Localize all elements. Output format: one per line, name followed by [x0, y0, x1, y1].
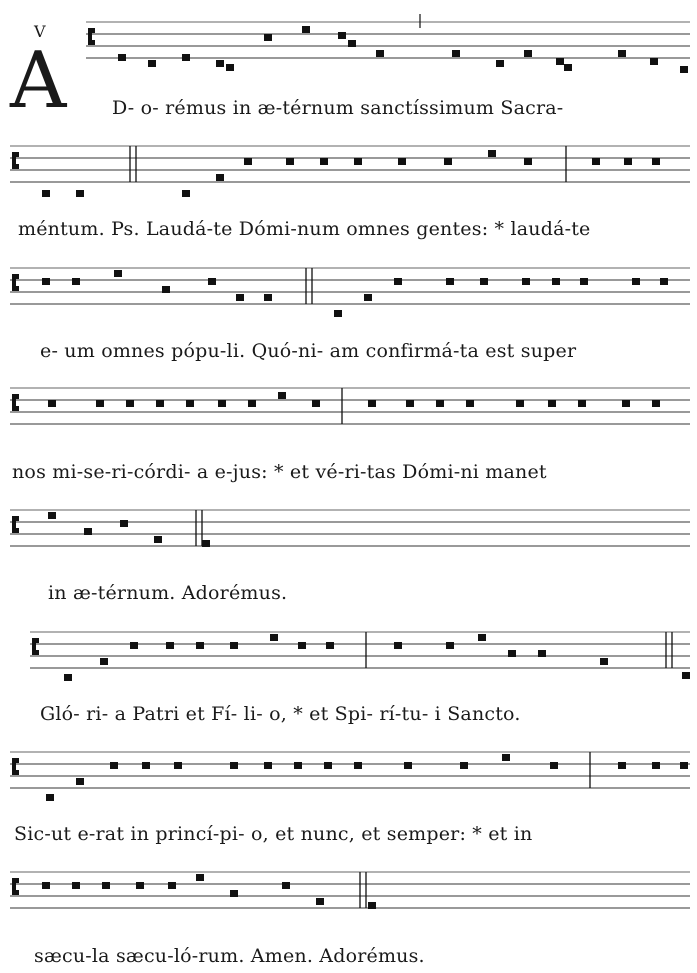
neume: [516, 400, 524, 407]
neume: [42, 882, 50, 889]
neume: [488, 150, 496, 157]
neume: [398, 158, 406, 165]
c-clef-icon: [12, 516, 19, 533]
neume: [264, 762, 272, 769]
neume: [216, 60, 224, 67]
neume: [294, 762, 302, 769]
neume: [444, 158, 452, 165]
neume: [154, 536, 162, 543]
neume: [264, 294, 272, 301]
neume: [502, 754, 510, 761]
neume: [244, 158, 252, 165]
neume: [368, 400, 376, 407]
neume: [162, 286, 170, 293]
neume: [394, 642, 402, 649]
neume: [186, 400, 194, 407]
neume: [394, 278, 402, 285]
neume: [64, 674, 72, 681]
neume: [286, 158, 294, 165]
c-clef-icon: [12, 152, 19, 169]
neume: [118, 54, 126, 61]
neume: [110, 762, 118, 769]
neume: [564, 64, 572, 71]
neume: [622, 400, 630, 407]
neume: [42, 190, 50, 197]
lyric-line-1: D- o- rémus in æ-térnum sanctíssimum Sacra-: [112, 97, 564, 119]
neume: [182, 54, 190, 61]
neume: [538, 650, 546, 657]
neume: [452, 50, 460, 57]
neume: [216, 174, 224, 181]
c-clef-icon: [12, 878, 19, 895]
neume: [100, 658, 108, 665]
neume: [142, 762, 150, 769]
neume: [680, 66, 688, 73]
lyric-line-2: méntum. Ps. Laudá-te Dómi-num omnes gentes: * laudá-te: [18, 218, 591, 240]
neume: [550, 762, 558, 769]
neume: [312, 400, 320, 407]
neume: [364, 294, 372, 301]
neume: [120, 520, 128, 527]
neume: [48, 400, 56, 407]
neume: [324, 762, 332, 769]
neume: [48, 512, 56, 519]
neume: [236, 294, 244, 301]
c-clef-icon: [12, 394, 19, 411]
neume: [652, 400, 660, 407]
mode-number: V: [34, 22, 46, 41]
neume: [76, 190, 84, 197]
neume: [182, 190, 190, 197]
neume: [326, 642, 334, 649]
neume: [446, 642, 454, 649]
neume: [278, 392, 286, 399]
neume: [298, 642, 306, 649]
neume: [230, 890, 238, 897]
neume: [230, 762, 238, 769]
neume: [248, 400, 256, 407]
neume: [478, 634, 486, 641]
neume: [624, 158, 632, 165]
neume: [302, 26, 310, 33]
neume: [632, 278, 640, 285]
lyric-line-6: Gló- ri- a Patri et Fí- li- o, * et Spi- rí-tu- i Sancto.: [40, 703, 521, 725]
neume: [592, 158, 600, 165]
neume: [148, 60, 156, 67]
neume: [650, 58, 658, 65]
neume: [46, 794, 54, 801]
neume: [600, 658, 608, 665]
lyric-line-3: e- um omnes pópu-li. Quó-ni- am confirmá-ta est super: [40, 340, 577, 362]
neume: [682, 672, 690, 679]
neume: [126, 400, 134, 407]
neume: [354, 158, 362, 165]
neume: [230, 642, 238, 649]
neume: [76, 778, 84, 785]
neume: [84, 528, 92, 535]
neume: [130, 642, 138, 649]
neume: [226, 64, 234, 71]
neume: [354, 762, 362, 769]
neume: [72, 278, 80, 285]
neume: [480, 278, 488, 285]
neume: [208, 278, 216, 285]
neume: [96, 400, 104, 407]
neume: [156, 400, 164, 407]
lyric-line-5: in æ-térnum. Adorémus.: [48, 582, 288, 604]
neume: [618, 762, 626, 769]
neume: [376, 50, 384, 57]
c-clef-icon: [32, 638, 39, 655]
neume: [680, 762, 688, 769]
c-clef-icon: [88, 28, 95, 45]
neume: [446, 278, 454, 285]
neume: [660, 278, 668, 285]
lyric-line-4: nos mi-se-ri-córdi- a e-jus: * et vé-ri-tas Dómi-ni manet: [12, 461, 547, 483]
neume: [522, 278, 530, 285]
neume: [42, 278, 50, 285]
neume: [406, 400, 414, 407]
neume: [270, 634, 278, 641]
neume: [652, 762, 660, 769]
neume: [508, 650, 516, 657]
initial-letter: A: [10, 36, 67, 126]
neume: [496, 60, 504, 67]
neume: [196, 642, 204, 649]
neume: [460, 762, 468, 769]
neume: [404, 762, 412, 769]
neume: [114, 270, 122, 277]
neume: [316, 898, 324, 905]
neume: [168, 882, 176, 889]
neume: [218, 400, 226, 407]
neume: [72, 882, 80, 889]
neume: [174, 762, 182, 769]
neume: [338, 32, 346, 39]
lyric-line-8: sæcu-la sæcu-ló-rum. Amen. Adorémus.: [34, 945, 425, 967]
neume: [578, 400, 586, 407]
neume: [348, 40, 356, 47]
neume: [466, 400, 474, 407]
c-clef-icon: [12, 758, 19, 775]
neume: [652, 158, 660, 165]
neume: [552, 278, 560, 285]
neume: [102, 882, 110, 889]
neume: [196, 874, 204, 881]
c-clef-icon: [12, 274, 19, 291]
neume: [368, 902, 376, 909]
neume: [548, 400, 556, 407]
neume: [618, 50, 626, 57]
neume: [580, 278, 588, 285]
neume: [320, 158, 328, 165]
neume: [524, 50, 532, 57]
neume: [282, 882, 290, 889]
neume: [334, 310, 342, 317]
neume: [436, 400, 444, 407]
neume: [524, 158, 532, 165]
neume: [264, 34, 272, 41]
lyric-line-7: Sic-ut e-rat in princí-pi- o, et nunc, et semper: * et in: [14, 823, 533, 845]
neume: [166, 642, 174, 649]
neume: [556, 58, 564, 65]
neume: [136, 882, 144, 889]
neume: [202, 540, 210, 547]
